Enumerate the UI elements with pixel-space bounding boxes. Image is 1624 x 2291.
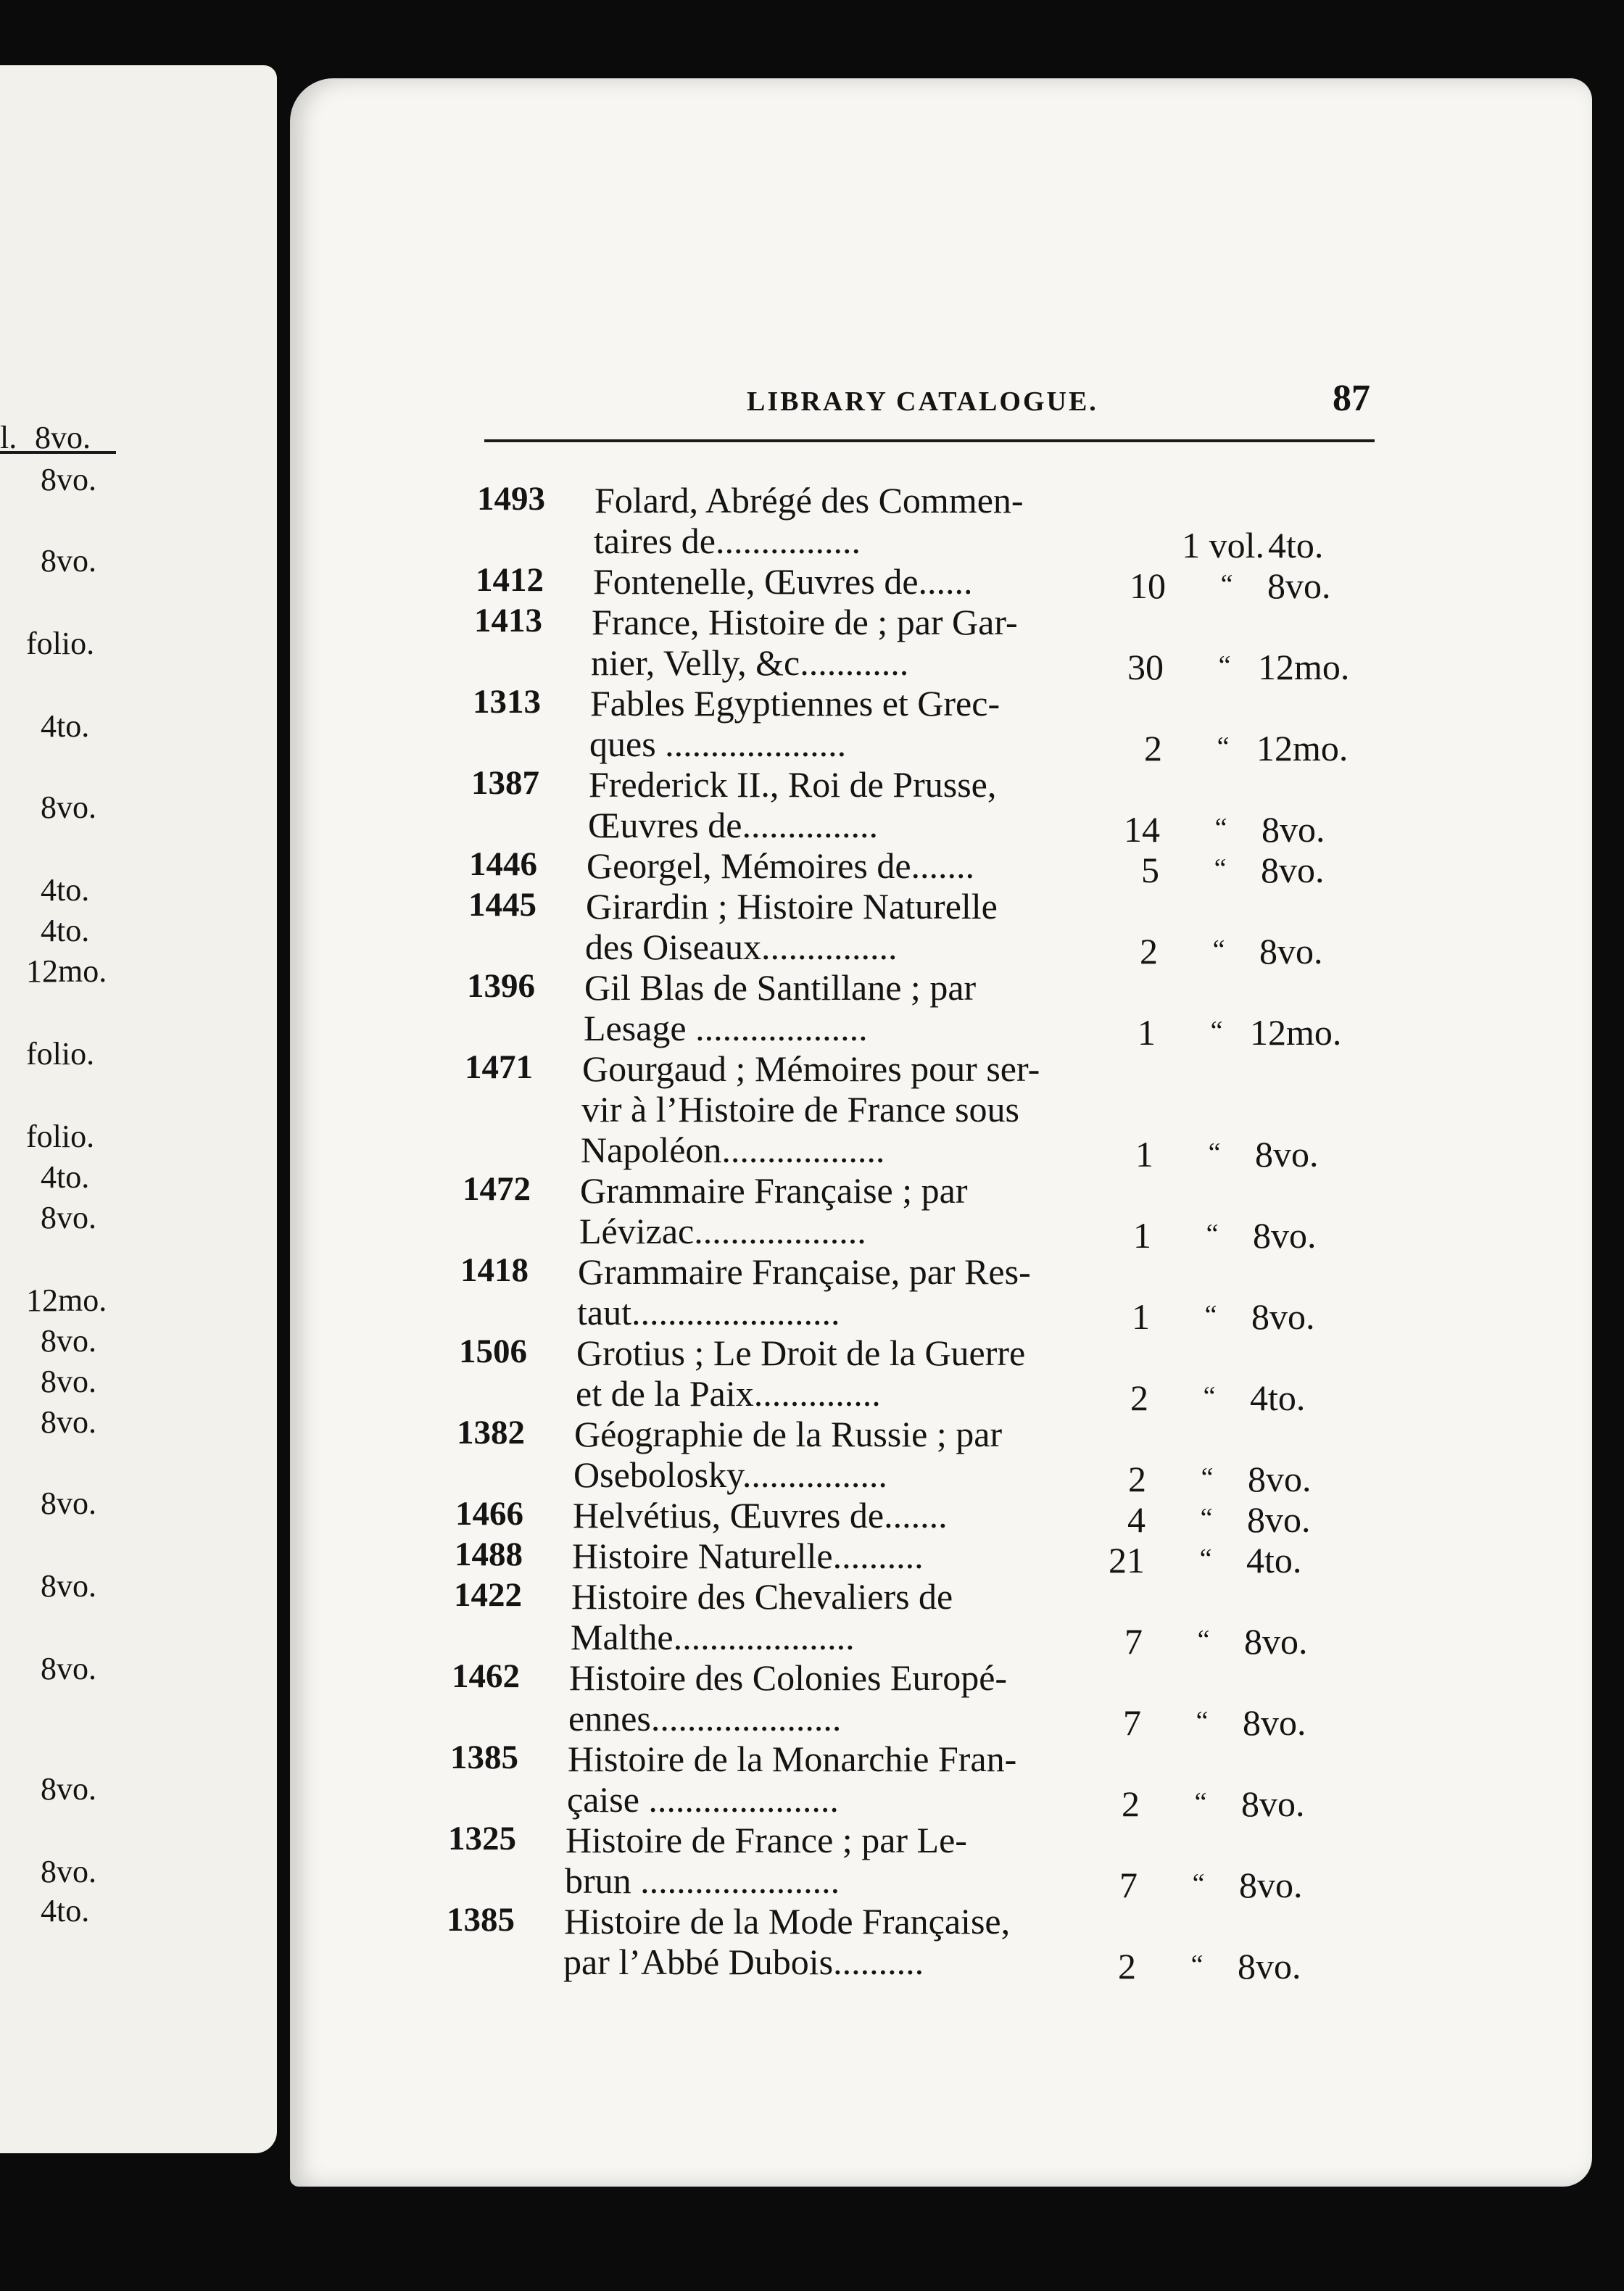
left-format: 8vo.: [41, 462, 96, 497]
entry-format: 8vo.: [1262, 809, 1325, 850]
left-format: 4to.: [41, 708, 90, 744]
entry-number: 1472: [463, 1170, 531, 1208]
left-format: 4to.: [41, 1159, 90, 1195]
ditto-mark: “: [1200, 1503, 1213, 1533]
entry-title-line: Frederick II., Roi de Prusse,: [589, 764, 997, 805]
entry-title-line: Grammaire Française, par Res-: [578, 1251, 1031, 1292]
entry-volumes: 7: [1119, 1865, 1138, 1905]
entry-format: 8vo.: [1259, 931, 1323, 972]
entry-title-line: Œuvres de...............: [588, 805, 878, 845]
ditto-mark: “: [1220, 569, 1233, 600]
ditto-mark: “: [1208, 1138, 1221, 1168]
left-format: 8vo.: [41, 1651, 96, 1686]
entry-volumes: 21: [1109, 1540, 1145, 1580]
entry-format: 8vo.: [1251, 1296, 1315, 1337]
entry-volumes: 2: [1118, 1946, 1136, 1986]
entry-format: 8vo.: [1248, 1459, 1312, 1499]
entry-number: 1382: [457, 1414, 525, 1451]
ditto-mark: “: [1217, 732, 1230, 762]
entry-title-line: Grotius ; Le Droit de la Guerre: [576, 1333, 1026, 1373]
entry-volumes: 14: [1124, 809, 1160, 850]
entry-volumes: 1: [1133, 1215, 1151, 1256]
entry-volumes: 1: [1132, 1296, 1150, 1337]
entry-number: 1488: [455, 1536, 523, 1573]
entry-title-line: Histoire de la Monarchie Fran-: [568, 1739, 1017, 1779]
entry-volumes: 1 vol.: [1182, 525, 1264, 566]
entry-volumes: 5: [1141, 850, 1159, 890]
entry-title-line: Histoire des Chevaliers de: [571, 1576, 953, 1617]
ditto-mark: “: [1197, 1625, 1210, 1655]
entry-volumes: 10: [1130, 566, 1166, 606]
left-format: 8vo.: [41, 1323, 96, 1359]
entry-number: 1313: [473, 683, 541, 721]
entry-number: 1446: [469, 845, 537, 883]
entry-title-line: Histoire des Colonies Europé-: [569, 1657, 1008, 1698]
entry-title-line: Girardin ; Histoire Naturelle: [586, 886, 998, 927]
left-format: 12mo.: [26, 1283, 107, 1318]
entry-number: 1325: [448, 1820, 516, 1857]
left-format: folio.: [26, 1036, 95, 1072]
left-format: 8vo.: [41, 543, 96, 579]
entry-title-line: Géographie de la Russie ; par: [574, 1414, 1003, 1454]
entry-format: 4to.: [1250, 1378, 1306, 1418]
header-rule: [484, 439, 1375, 442]
left-format: 8vo.: [35, 420, 91, 455]
entry-title-line: Malthe....................: [571, 1617, 855, 1657]
left-format: 8vo.: [41, 1568, 96, 1604]
entry-title-line: Histoire de la Mode Française,: [564, 1901, 1011, 1942]
entry-volumes: 1: [1138, 1012, 1156, 1053]
ditto-mark: “: [1201, 1462, 1214, 1493]
left-format: 4to.: [41, 872, 90, 908]
entry-title-line: France, Histoire de ; par Gar-: [592, 602, 1018, 642]
entry-number: 1462: [452, 1657, 520, 1695]
entry-title-line: Lévizac...................: [579, 1211, 866, 1251]
entry-title-line: Fontenelle, Œuvres de......: [593, 561, 973, 602]
entry-number: 1445: [468, 886, 536, 924]
entry-format: 4to.: [1246, 1540, 1302, 1580]
entry-format: 8vo.: [1243, 1702, 1306, 1743]
left-format: folio.: [26, 626, 95, 661]
entry-title-line: Lesage ...................: [584, 1008, 868, 1048]
ditto-mark: “: [1199, 1544, 1212, 1574]
entry-format: 8vo.: [1239, 1865, 1303, 1905]
left-format: 8vo.: [41, 1200, 96, 1235]
entry-volumes: 30: [1127, 647, 1164, 687]
entry-format: 8vo.: [1247, 1499, 1311, 1540]
entry-volumes: 2: [1128, 1459, 1146, 1499]
entry-title-line: vir à l’Histoire de France sous: [581, 1089, 1020, 1130]
entry-title-line: ques ....................: [589, 724, 847, 764]
entry-title-line: Gil Blas de Santillane ; par: [584, 967, 977, 1008]
entry-title-line: Gourgaud ; Mémoires pour ser-: [582, 1048, 1040, 1089]
ditto-mark: “: [1218, 650, 1231, 681]
entry-title-line: Folard, Abrégé des Commen-: [594, 480, 1024, 521]
entry-title-line: ennes.....................: [568, 1698, 842, 1739]
running-title: LIBRARY CATALOGUE.: [747, 386, 1098, 417]
entry-title-line: Fables Egyptiennes et Grec-: [590, 683, 1000, 724]
entry-number: 1412: [476, 561, 544, 599]
left-format: 4to.: [41, 913, 90, 948]
ditto-mark: “: [1190, 1950, 1204, 1980]
entry-title-line: nier, Velly, &c............: [591, 642, 909, 683]
entry-format: 8vo.: [1267, 566, 1331, 606]
entry-number: 1422: [454, 1576, 522, 1614]
left-format: 4to.: [41, 1893, 90, 1928]
entry-title-line: Grammaire Française ; par: [580, 1170, 968, 1211]
entry-volumes: 1: [1135, 1134, 1153, 1174]
entry-title-line: Histoire Naturelle..........: [572, 1536, 924, 1576]
entry-number: 1385: [450, 1739, 518, 1776]
entry-volumes: 7: [1123, 1702, 1141, 1743]
entry-format: 8vo.: [1261, 850, 1325, 890]
entry-number: 1493: [477, 480, 545, 518]
entry-title-line: et de la Paix..............: [576, 1373, 881, 1414]
entry-volumes: 7: [1124, 1621, 1143, 1662]
left-format: 8vo.: [41, 1854, 96, 1889]
entry-title-line: Napoléon..................: [581, 1130, 885, 1170]
left-format: 8vo.: [41, 1771, 96, 1807]
left-format: 8vo.: [41, 1486, 96, 1521]
entry-title-line: Georgel, Mémoires de.......: [587, 845, 975, 886]
entry-title-line: Osebolosky................: [573, 1454, 887, 1495]
ditto-mark: “: [1196, 1706, 1209, 1736]
entry-number: 1413: [474, 602, 542, 639]
ditto-mark: “: [1214, 813, 1227, 843]
ditto-mark: “: [1204, 1300, 1217, 1330]
entry-number: 1466: [455, 1495, 523, 1533]
entry-volumes: 2: [1144, 728, 1162, 768]
entry-title-line: brun ......................: [565, 1860, 840, 1901]
entry-number: 1506: [459, 1333, 527, 1370]
entry-format: 12mo.: [1258, 647, 1350, 687]
entry-volumes: 2: [1140, 931, 1158, 972]
left-format: 12mo.: [26, 953, 107, 989]
entry-title-line: par l’Abbé Dubois..........: [563, 1942, 924, 1982]
entry-volumes: 2: [1122, 1784, 1140, 1824]
left-format: 8vo.: [41, 790, 96, 825]
ditto-mark: “: [1212, 935, 1225, 965]
entry-title-line: çaise .....................: [567, 1779, 839, 1820]
entry-number: 1396: [467, 967, 535, 1005]
ditto-mark: “: [1214, 853, 1227, 884]
left-format: 8vo.: [41, 1404, 96, 1440]
entry-title-line: Histoire de France ; par Le-: [566, 1820, 967, 1860]
page-number: 87: [1333, 378, 1370, 419]
entry-format: 8vo.: [1238, 1946, 1301, 1986]
entry-number: 1418: [460, 1251, 529, 1289]
ditto-mark: “: [1206, 1219, 1219, 1249]
entry-format: 8vo.: [1255, 1134, 1319, 1174]
left-format: 8vo.: [41, 1364, 96, 1399]
entry-format: 12mo.: [1256, 728, 1348, 768]
entry-title-line: taires de................: [594, 521, 861, 561]
entry-volumes: 2: [1130, 1378, 1148, 1418]
left-page-fragment: [0, 65, 277, 2153]
ditto-mark: “: [1210, 1016, 1223, 1046]
entry-number: 1385: [447, 1901, 515, 1939]
ditto-mark: “: [1203, 1381, 1216, 1412]
entry-title-line: taut.......................: [577, 1292, 840, 1333]
entry-format: 12mo.: [1250, 1012, 1342, 1053]
entry-volumes: 4: [1127, 1499, 1146, 1540]
ditto-mark: “: [1194, 1787, 1207, 1818]
entry-format: 4to.: [1268, 525, 1324, 566]
entry-format: 8vo.: [1253, 1215, 1317, 1256]
ditto-mark: “: [1192, 1868, 1205, 1899]
entry-title-line: des Oiseaux...............: [585, 927, 898, 967]
left-prefix: l.: [0, 420, 17, 455]
entry-number: 1387: [471, 764, 539, 802]
entry-format: 8vo.: [1244, 1621, 1308, 1662]
entry-number: 1471: [465, 1048, 533, 1086]
left-format: folio.: [26, 1119, 95, 1154]
entry-title-line: Helvétius, Œuvres de.......: [573, 1495, 948, 1536]
entry-format: 8vo.: [1241, 1784, 1305, 1824]
